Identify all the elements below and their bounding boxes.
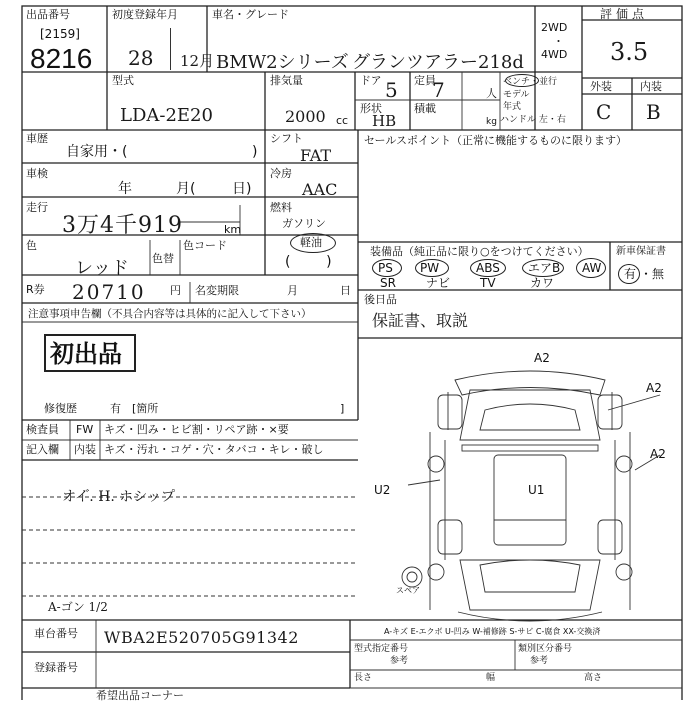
ext-grade: C [596, 100, 612, 124]
inspection-month: 月( [176, 181, 196, 197]
history-close: ) [252, 144, 258, 160]
fuel-gas: ガソリン [282, 217, 326, 230]
equip-tv: TV [480, 276, 496, 290]
inspection-day: 日) [232, 181, 252, 197]
door-label: ドア [360, 74, 382, 87]
int-grade: B [646, 100, 661, 124]
load-label: 積載 [414, 102, 436, 115]
checker-int-label: 内装 [74, 443, 96, 456]
damage-mark-2: A2 [646, 381, 662, 395]
fuel-label: 燃料 [270, 201, 292, 214]
checker-fw-items: キズ・凹み・ヒビ割・リペア跡・×要 [104, 423, 289, 436]
shape-value: HB [372, 112, 397, 130]
first-reg-label: 初度登録年月 [112, 8, 178, 21]
notes-header: 注意事項申告欄（不具合内容等は具体的に記入して下さい） [28, 308, 312, 320]
shift-value: FAT [300, 146, 332, 165]
repair-value: 有 [110, 402, 121, 415]
equip-abs: ABS [476, 261, 500, 275]
color-label: 色 [26, 239, 37, 252]
reg-year: 28 [128, 46, 154, 70]
color-change-label: 色替 [152, 252, 174, 265]
kg-unit: kg [486, 117, 497, 127]
drive-dot: ・ [553, 35, 564, 48]
color-value: レッド [75, 258, 129, 279]
equip-sr: SR [380, 276, 396, 290]
ext-label: 外装 [590, 80, 612, 93]
length-label: 長さ [354, 673, 373, 683]
cap-label: 定員 [414, 74, 436, 87]
type-label: 型式 [112, 74, 134, 87]
chassis-value: WBA2E520705G91342 [104, 628, 299, 647]
warranty-label: 新車保証書 [616, 246, 666, 257]
lot-number: 8216 [30, 43, 93, 74]
deadline-label: 名変期限 [195, 284, 239, 297]
warranty-none: 無 [652, 267, 665, 281]
shape-label: 形状 [360, 102, 382, 115]
equip-airbag-circle [522, 259, 564, 277]
drive-4wd: 4WD [541, 48, 568, 61]
history-value: 自家用・( [66, 144, 128, 160]
checker-label-1: 検査員 [26, 423, 59, 436]
register-label: 登録番号 [34, 661, 78, 674]
documents-value: 保証書、取説 [372, 311, 469, 330]
mileage-label: 走行 [26, 201, 48, 214]
fuel-diesel: 軽油 [300, 236, 322, 249]
bench-circle [505, 74, 539, 87]
equip-kawa: カワ [530, 276, 555, 290]
name-label: 車名・グレード [212, 8, 289, 21]
damage-legend: A-キズ E-エクボ U-凹み W-補修跡 S-サビ C-腐食 XX-交換済 [384, 627, 601, 636]
ac-value: AAC [302, 180, 338, 199]
color-code-label: 色コード [183, 239, 227, 252]
ac-label: 冷房 [270, 167, 292, 180]
designation-label: 型式指定番号 [354, 644, 409, 654]
equip-pw: PW [420, 261, 440, 275]
type-value: LDA-2E20 [120, 105, 213, 126]
cap-value: 7 [432, 78, 445, 102]
km-unit: km [224, 223, 242, 236]
damage-mark-4: U1 [528, 483, 545, 497]
int-label: 内装 [640, 80, 662, 93]
car-grade: グランツアラー218d [352, 52, 524, 73]
yen-unit: 円 [170, 284, 181, 297]
checker-label-2: 記入欄 [26, 443, 59, 456]
fuel-other: ( ) [285, 254, 332, 270]
handle-label: ハンドル 左・右 [500, 115, 566, 125]
repair-label: 修復歴 [44, 402, 77, 415]
documents-label: 後日品 [364, 293, 397, 306]
mileage-value: 3万4千919 [62, 213, 183, 238]
width-label: 幅 [486, 673, 496, 683]
fuel-diesel-circle [290, 233, 336, 253]
checker-fw-label: FW [76, 423, 94, 436]
equip-abs-circle [470, 259, 506, 277]
model-label: モデル [503, 90, 530, 100]
door-value: 5 [385, 78, 398, 102]
recycle-value: 20710 [72, 280, 146, 304]
deadline-month: 月 [287, 284, 298, 297]
stamp-text: 初出品 [50, 339, 122, 368]
drive-2wd: 2WD [541, 21, 568, 34]
spare-label: スペア [396, 586, 420, 595]
warranty-have-circle [618, 264, 640, 284]
equip-aw-circle [576, 258, 606, 278]
year-month-divider [170, 28, 171, 70]
disp-value: 2000 [285, 107, 326, 126]
eval-score: 3.5 [610, 38, 649, 66]
equip-ps-circle [372, 259, 402, 277]
disp-label: 排気量 [270, 74, 303, 87]
class-label: 類別区分番号 [518, 644, 573, 654]
damage-mark-5: U2 [374, 483, 391, 497]
eval-label: 評価点 [600, 7, 649, 21]
equip-aw: AW [582, 261, 602, 275]
lot-bracket: [2159] [40, 27, 80, 41]
damage-mark-1: A2 [534, 351, 550, 365]
bench-label: ベンチ・並行 [503, 77, 558, 87]
deadline-day: 日 [340, 284, 351, 297]
damage-mark-3: A2 [650, 447, 666, 461]
equip-ps: PS [378, 261, 393, 275]
lot-label: 出品番号 [26, 8, 70, 21]
reg-month: 12月 [180, 52, 215, 70]
equip-navi: ナビ [426, 276, 451, 290]
checker-int-items: キズ・汚れ・コゲ・穴・タバコ・キレ・破し [104, 443, 324, 456]
first-listing-stamp [44, 334, 136, 372]
designation-ref: 参考 [390, 656, 409, 666]
equip-pw-circle [415, 259, 449, 277]
equip-airbag: エアB [528, 261, 561, 275]
checker-remark: オイ゙. H. ホシップ [62, 489, 176, 505]
warranty-have: 有 [624, 267, 637, 281]
car-name: BMW2シリーズ [216, 52, 349, 73]
footer-label: 希望出品コーナー [96, 689, 184, 702]
inspection-label: 車検 [26, 167, 48, 180]
recycle-label: R券 [26, 283, 45, 296]
height-label: 高さ [584, 673, 603, 683]
sales-point-label: セールスポイント（正常に機能するものに限ります） [364, 134, 628, 147]
repair-spot: [箇所 [132, 402, 159, 415]
person-unit: 人 [486, 87, 497, 100]
shift-label: シフト [270, 132, 303, 145]
repair-close: ] [340, 402, 345, 415]
history-label: 車歴 [26, 132, 48, 145]
inspection-year: 年 [118, 181, 132, 197]
warranty-dot: ・ [640, 267, 653, 281]
cc-unit: cc [336, 114, 349, 127]
class-ref: 参考 [530, 656, 549, 666]
model-year-label: 年式 [503, 102, 522, 112]
bottom-note: A-ゴン 1/2 [48, 600, 108, 614]
chassis-label: 車台番号 [34, 627, 78, 640]
equipment-label: 装備品（純正品に限り○をつけてください） [370, 245, 589, 258]
